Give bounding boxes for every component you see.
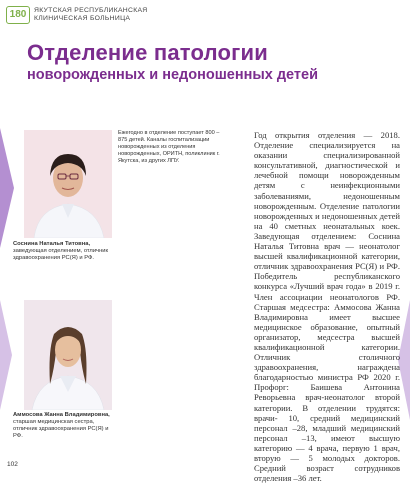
page-number: 102 [7, 461, 18, 468]
article-body: Год открытия отделения — 2018. Отделение специализируется на оказании специализированной консультативной, диагностической и лечебной помощи новорожденным детям с неинфекционными заболеваниями, недоношенным новорожденным. Отделение патологии новорожденных и недоношенных детей на 40 сметных неонатальных коек. Заведующая отделением: Соснина Наталья Титовна врач — неонатолог высшей квалификационной категории, отличник здравоохранения РС(Я) и РФ. Победитель республиканского конкурса «Лучший врач года» в 2019 г. Член ассоциации неонатологов РФ. Старшая медсестра: Аммосова Жанна Владимировна имеет высшее медицинское образование, опытный организатор, медсестра высшей квалификационной категории. Отличник столичного здравоохранения, награждена благодарностью министра РФ 2020 г. Профорг: Баишева Антонина Реворьевна врач-неонатолог второй категории. В отделении трудятся: врачи- 10, средний медицинский персонал –28, младший медицинский персонал –13, имеют высшую категорию — 4 врача, первую 1 врач, вторую — 5 молодых докторов. Средний возраст сотрудников отделения –36 лет. [254, 130, 400, 483]
caption-head-of-department [13, 241, 113, 262]
page-title: Отделение патологии [27, 40, 268, 65]
portrait-photo-head-of-department [24, 130, 112, 238]
portrait-photo-head-nurse [24, 300, 112, 410]
caption-role: заведующая отделением, отличник здравоохранения РС(Я) и РФ. [13, 248, 109, 261]
hospital-name-line2: КЛИНИЧЕСКАЯ БОЛЬНИЦА [34, 15, 131, 22]
page-subtitle: новорожденных и недоношенных детей [27, 67, 318, 83]
hospital-name-line1: ЯКУТСКАЯ РЕСПУБЛИКАНСКАЯ [34, 7, 148, 14]
hospital-name [34, 7, 214, 23]
caption-name: Соснина Наталья Титовна, [13, 241, 91, 247]
decorative-triangle-left-lower [0, 300, 12, 410]
portrait-illustration [24, 300, 112, 410]
caption-name: Аммосова Жанна Владимировна, [13, 412, 110, 418]
caption-role: старшая медицинская сестра, отличник здравоохранения РС(Я) и РФ. [13, 419, 109, 439]
caption-head-nurse [13, 412, 113, 440]
page-header [6, 6, 214, 24]
admission-note: Ежегодно в отделение поступает 800 –875 детей. Каналы госпитализации новорожденных из отделения новорожденных, ОРИТН, поликлиник г. Якутска, из других ЛПУ. [118, 130, 220, 164]
portrait-illustration [24, 130, 112, 238]
hospital-logo: 180 [6, 6, 30, 24]
decorative-triangle-left [0, 128, 14, 248]
